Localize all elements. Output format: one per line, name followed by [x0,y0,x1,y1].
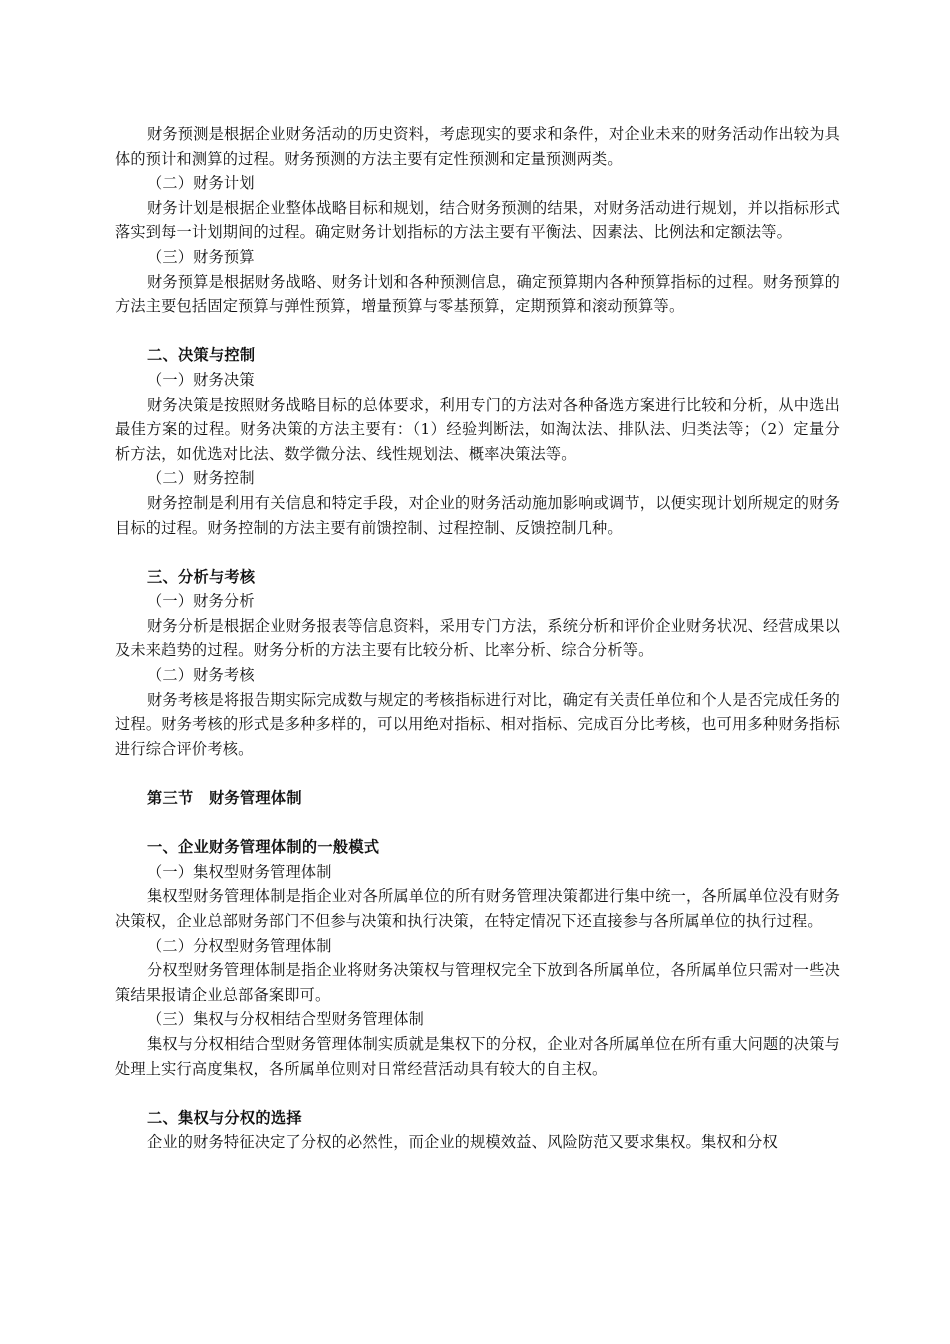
paragraph-choice-intro: 企业的财务特征决定了分权的必然性，而企业的规模效益、风险防范又要求集权。集权和分权 [147,1133,778,1152]
paragraph-decentralized-definition: 分权型财务管理体制是指企业将财务决策权与管理权完全下放到各所属单位，各所属单位只需对一些决策结果报请企业总部备案即可。 [115,961,840,1004]
subheading-financial-plan: （二）财务计划 [147,174,255,193]
section-title: 第三节 财务管理体制 [147,789,302,808]
heading-analysis-assessment: 三、分析与考核 [147,567,256,586]
blank-line [115,1081,840,1106]
paragraph-analysis-definition: 财务分析是根据企业财务报表等信息资料，采用专门方法，系统分析和评价企业财务状况、经营成果以及未来趋势的过程。财务分析的方法主要有比较分析、比率分析、综合分析等。 [115,616,840,660]
heading-decision-control: 二、决策与控制 [147,346,256,365]
paragraph-control-definition: 财务控制是利用有关信息和特定手段，对企业的财务活动施加影响或调节，以便实现计划所规定的财务目标的过程。财务控制的方法主要有前馈控制、过程控制、反馈控制几种。 [115,493,840,537]
paragraph-centralized-definition: 集权型财务管理体制是指企业对各所属单位的所有财务管理决策都进行集中统一，各所属单位没有财务决策权，企业总部财务部门不但参与决策和执行决策，在特定情况下还直接参与各所属单位的执行过程。 [115,887,840,930]
paragraph-combined-definition: 集权与分权相结合型财务管理体制实质就是集权下的分权，企业对各所属单位在所有重大问题的决策与处理上实行高度集权，各所属单位则对日常经营活动具有较大的自主权。 [115,1034,840,1078]
subheading-financial-analysis: （一）财务分析 [147,592,255,611]
subheading-financial-assessment: （二）财务考核 [147,666,255,685]
paragraph-plan-definition: 财务计划是根据企业整体战略目标和规划，结合财务预测的结果，对财务活动进行规划，并以指标形式落实到每一计划期间的过程。确定财务计划指标的方法主要有平衡法、因素法、比例法和定额法等。 [115,198,840,242]
blank-line [115,761,840,786]
paragraph-assessment-definition: 财务考核是将报告期实际完成数与规定的考核指标进行对比，确定有关责任单位和个人是否完成任务的过程。财务考核的形式是多种多样的，可以用绝对指标、相对指标、完成百分比考核，也可用多种财务指标进行综合评价考核。 [115,690,840,758]
paragraph-budget-definition: 财务预算是根据财务战略、财务计划和各种预测信息，确定预算期内各种预算指标的过程。财务预算的方法主要包括固定预算与弹性预算，增量预算与零基预算，定期预算和滚动预算等。 [115,272,840,316]
heading-general-mode: 一、企业财务管理体制的一般模式 [147,838,380,857]
paragraph-decision-definition: 财务决策是按照财务战略目标的总体要求，利用专门的方法对各种备选方案进行比较和分析，从中选出最佳方案的过程。财务决策的方法主要有：（1）经验判断法，如淘汰法、排队法、归类法等；（2）定量分析方法，如优选对比法、数学微分法、线性规划法、概率决策法等。 [115,395,840,463]
subheading-decentralized: （二）分权型财务管理体制 [147,936,332,955]
blank-line [115,811,840,836]
document-page [115,122,840,1155]
subheading-financial-budget: （三）财务预算 [147,247,255,266]
subheading-combined: （三）集权与分权相结合型财务管理体制 [147,1010,424,1029]
paragraph-forecast-definition: 财务预测是根据企业财务活动的历史资料，考虑现实的要求和条件，对企业未来的财务活动作出较为具体的预计和测算的过程。财务预测的方法主要有定性预测和定量预测两类。 [115,125,840,168]
blank-line [115,540,840,565]
subheading-centralized: （一）集权型财务管理体制 [147,862,332,881]
heading-choice: 二、集权与分权的选择 [147,1108,302,1127]
subheading-financial-control: （二）财务控制 [147,469,255,488]
subheading-financial-decision: （一）财务决策 [147,370,255,389]
blank-line [115,319,840,344]
